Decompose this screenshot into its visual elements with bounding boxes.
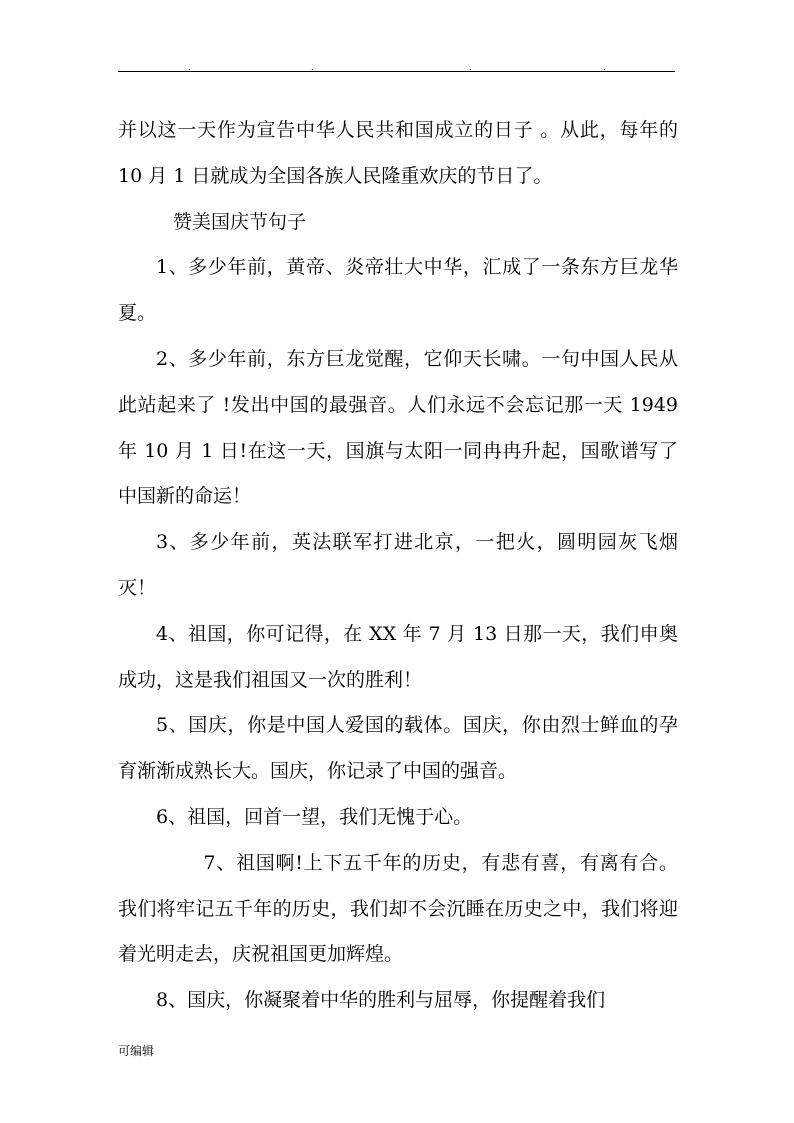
paragraph-continuation: 并以这一天作为宣告中华人民共和国成立的日子 。从此，每年的 10 月 1 日就成为全国各族人民隆重欢庆的节日了。 <box>118 119 678 187</box>
header-dot: . <box>603 63 606 72</box>
list-item: 5、国庆，你是中国人爱国的载体。国庆，你由烈士鲜血的孕育渐渐成熟长大。国庆，你记录了中国的强音。 <box>118 714 678 783</box>
header-dot: . <box>469 63 472 72</box>
header-dot: . <box>188 63 191 72</box>
footer-label: 可编辑 <box>118 1044 155 1058</box>
list-item: 1、多少年前，黄帝、炎帝壮大中华，汇成了一条东方巨龙华夏。 <box>118 256 678 325</box>
list-item: 4、祖国，你可记得，在 XX 年 7 月 13 日那一天，我们申奥成功，这是我们祖国又一次的胜利！ <box>118 622 678 691</box>
list-item: 6、祖国，回首一望，我们无愧于心。 <box>156 805 473 828</box>
section-heading: 赞美国庆节句子 <box>173 210 307 233</box>
list-item: 8、国庆，你凝聚着中华的胜利与屈辱，你提醒着我们 <box>156 989 606 1012</box>
header-rule <box>118 71 675 72</box>
header-dot: . <box>311 63 314 72</box>
list-item: 3、多少年前，英法联军打进北京，一把火，圆明园灰飞烟灭！ <box>118 531 678 599</box>
list-item: 7、祖国啊!上下五千年的历史，有悲有喜，有离有合。我们将牢记五千年的历史，我们却不会沉睡在历史之中，我们将迎着光明走去，庆祝祖国更加辉煌。 <box>118 851 678 966</box>
list-item: 2、多少年前，东方巨龙觉醒，它仰天长啸。一句中国人民从此站起来了 !发出中国的最强音。人们永远不会忘记那一天 1949 年 10 月 1 日!在这一天，国旗与太阳一同冉冉升起，国歌谱写了中国新的命运！ <box>118 347 678 508</box>
document-body <box>118 108 678 1024</box>
